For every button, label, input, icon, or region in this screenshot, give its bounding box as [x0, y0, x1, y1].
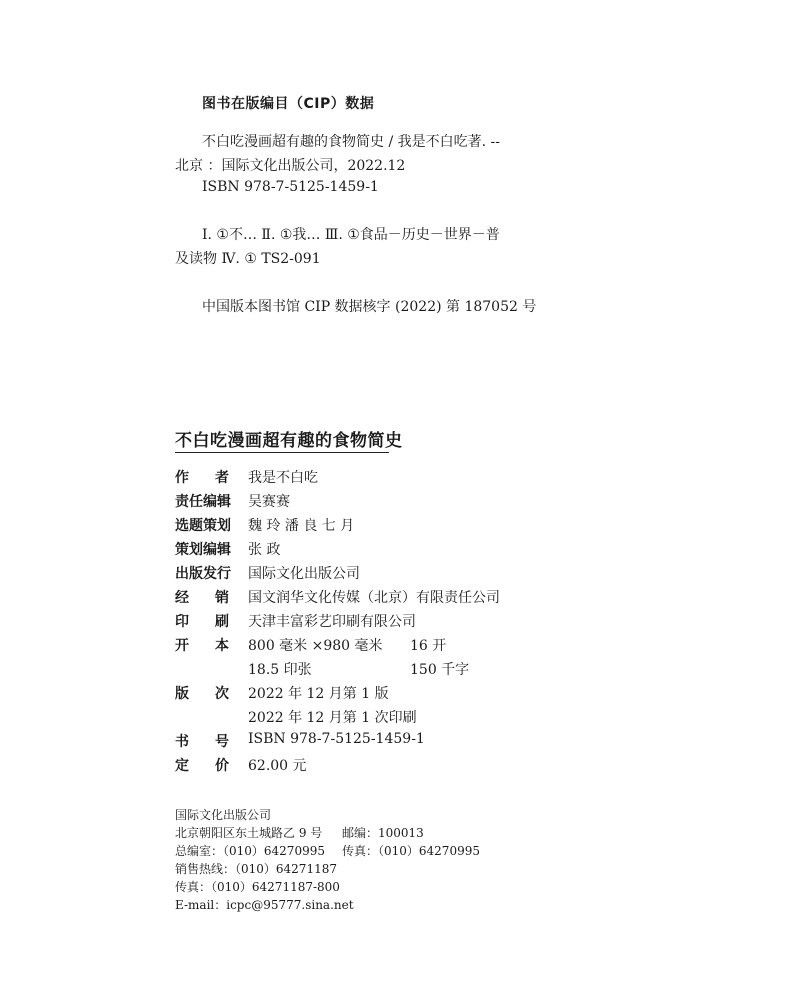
cip-title-line: 不白吃漫画超有趣的食物简史 / 我是不白吃著. -- — [202, 134, 500, 150]
credit-value: 天津丰富彩艺印刷有限公司 — [248, 614, 416, 630]
credit-label: 印 刷 — [175, 614, 229, 630]
publisher-postcode: 邮编：100013 — [342, 826, 424, 840]
book-title: 不白吃漫画超有趣的食物简史 — [175, 431, 403, 451]
credit-value: 张 政 — [248, 542, 281, 558]
credit-label: 责 任 编 辑 — [175, 494, 231, 510]
publisher-email: E-mail：icpc@95777.sina.net — [175, 898, 354, 912]
publisher-sales-fax: 传真：（010）64271187-800 — [175, 880, 340, 894]
publisher-editorial-phone: 总编室：（010）64270995 — [175, 844, 325, 858]
publisher-fax: 传真：（010）64270995 — [342, 844, 480, 858]
credit-value: 2022 年 12 月第 1 次印刷 — [248, 710, 417, 726]
credit-value: 国文润华文化传媒（北京）有限责任公司 — [248, 590, 500, 606]
credit-extra-value: 16 开 — [410, 638, 447, 654]
credit-value: 吴赛赛 — [248, 494, 290, 510]
credit-value: 18.5 印张 — [248, 662, 312, 678]
credit-label: 书 号 — [175, 734, 229, 750]
credit-value: 我是不白吃 — [248, 470, 318, 486]
credit-label: 出 版 发 行 — [175, 566, 231, 582]
cip-subject-line-1: Ⅰ. ①不… Ⅱ. ①我… Ⅲ. ①食品－历史－世界－普 — [202, 227, 500, 243]
credit-label: 经 销 — [175, 590, 229, 606]
credit-label: 作 者 — [175, 470, 229, 486]
publisher-sales-hotline: 销售热线：（010）64271187 — [175, 862, 337, 876]
publisher-address: 北京朝阳区东土城路乙 9 号 — [175, 826, 323, 840]
credit-label: 选 题 策 划 — [175, 518, 231, 534]
credit-value: 62.00 元 — [248, 758, 307, 774]
credit-label: 版 次 — [175, 686, 229, 702]
cip-publisher-line: 北京 ：国际文化出版公司，2022.12 — [175, 158, 406, 174]
credit-label: 策 划 编 辑 — [175, 542, 231, 558]
credit-value: 2022 年 12 月第 1 版 — [248, 686, 389, 702]
credit-value: 800 毫米 ×980 毫米 — [248, 638, 383, 654]
cip-heading: 图书在版编目（CIP）数据 — [202, 96, 375, 112]
cip-isbn-line: ISBN 978-7-5125-1459-1 — [202, 179, 379, 195]
credit-value: 国际文化出版公司 — [248, 566, 360, 582]
credit-value: ISBN 978-7-5125-1459-1 — [248, 731, 425, 747]
credit-value: 魏 玲 潘 良 七 月 — [248, 518, 355, 534]
cip-subject-line-2: 及读物 Ⅳ. ① TS2-091 — [175, 251, 321, 267]
credit-label: 定 价 — [175, 758, 229, 774]
cip-record-number: 中国版本图书馆 CIP 数据核字 (2022) 第 187052 号 — [202, 299, 537, 315]
title-underline — [175, 452, 389, 453]
credit-extra-value: 150 千字 — [410, 662, 470, 678]
publisher-name: 国际文化出版公司 — [175, 808, 272, 822]
credit-label: 开 本 — [175, 638, 229, 654]
